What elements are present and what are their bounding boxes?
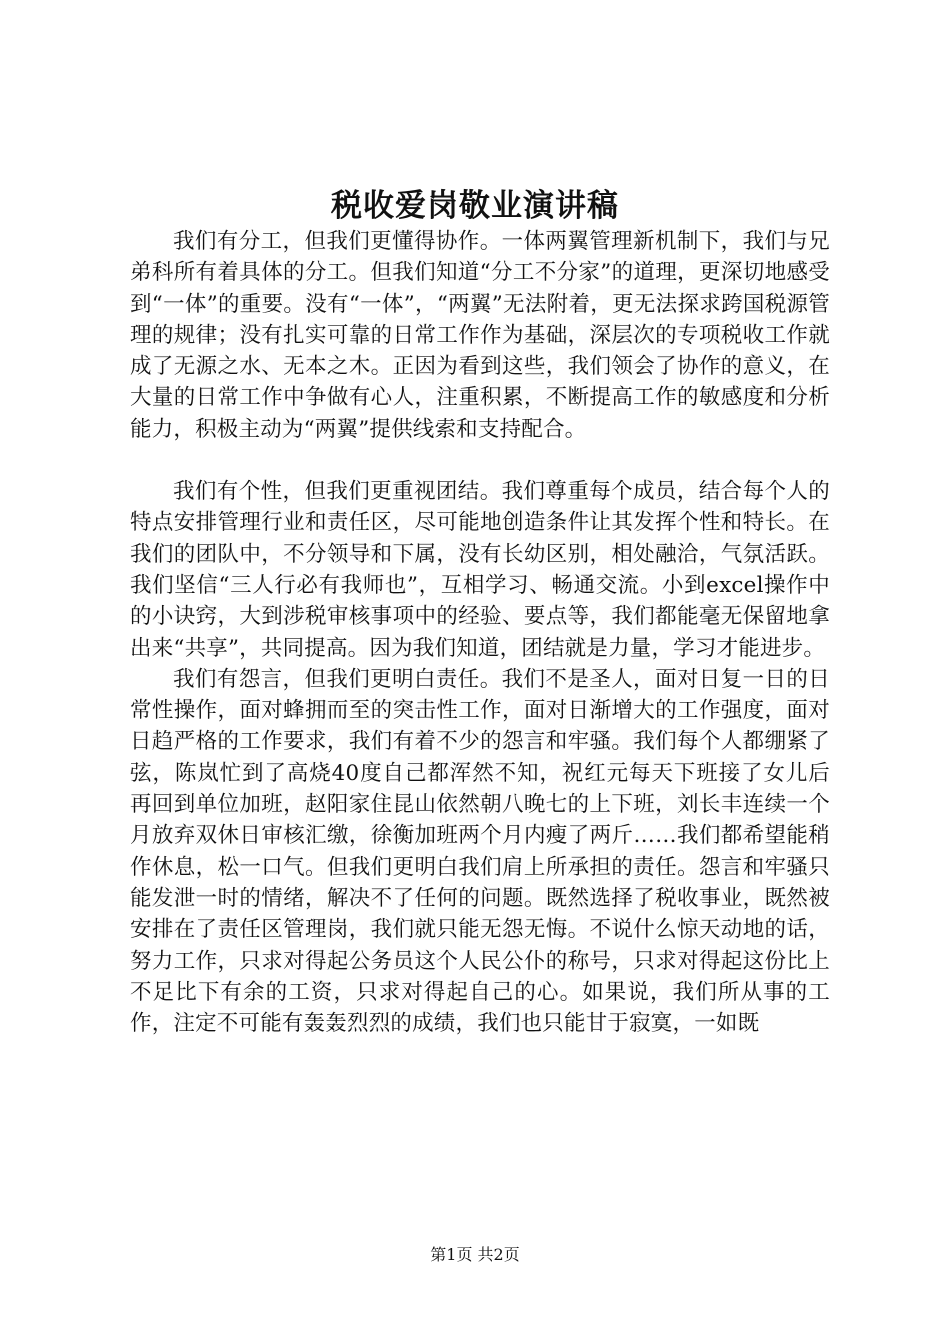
paragraph-responsibility: 我们有怨言，但我们更明白责任。我们不是圣人，面对日复一日的日常性操作，面对蜂拥而至的突击性工作，面对日渐增大的工作强度，面对日趋严格的工作要求，我们有着不少的怨言和牢骚。我们每个人都绷紧了弦，陈岚忙到了高烧40度自己都浑然不知，祝红元每天下班接了女儿后再回到单位加班，赵阳家住昆山依然朝八晚七的上下班，刘长丰连续一个月放弃双休日审核汇缴，徐衡加班两个月内瘦了两斤……我们都希望能稍作休息，松一口气。但我们更明白我们肩上所承担的责任。怨言和牢骚只能发泄一时的情绪，解决不了任何的问题。既然选择了税收事业，既然被安排在了责任区管理岗，我们就只能无怨无悔。不说什么惊天动地的话，努力工作，只求对得起公务员这个人民公仆的称号，只求对得起这份比上不足比下有余的工资，只求对得起自己的心。如果说，我们所从事的工作，注定不可能有轰轰烈烈的成绩，我们也只能甘于寂寞，一如既 (130, 666, 830, 1037)
page-title: 税收爱岗敬业演讲稿 (331, 188, 619, 224)
paragraph-unity: 我们有个性，但我们更重视团结。我们尊重每个成员，结合每个人的特点安排管理行业和责任区，尽可能地创造条件让其发挥个性和特长。在我们的团队中，不分领导和下属，没有长幼区别，相处融洽，气氛活跃。我们坚信“三人行必有我师也”，互相学习、畅通交流。小到excel操作中的小诀窍，大到涉税审核事项中的经验、要点等，我们都能毫无保留地拿出来“共享”，共同提高。因为我们知道，团结就是力量，学习才能进步。 (130, 479, 830, 661)
page-number-footer: 第1页 共2页 (430, 1245, 520, 1264)
paragraph-collaboration: 我们有分工，但我们更懂得协作。一体两翼管理新机制下，我们与兄弟科所有着具体的分工。但我们知道“分工不分家”的道理，更深切地感受到“一体”的重要。没有“一体”，“两翼”无法附着，更无法探求跨国税源管理的规律；没有扎实可靠的日常工作作为基础，深层次的专项税收工作就成了无源之水、无本之木。正因为看到这些，我们领会了协作的意义，在大量的日常工作中争做有心人，注重积累，不断提高工作的敏感度和分析能力，积极主动为“两翼”提供线索和支持配合。 (130, 229, 830, 442)
document-body (130, 226, 830, 1039)
